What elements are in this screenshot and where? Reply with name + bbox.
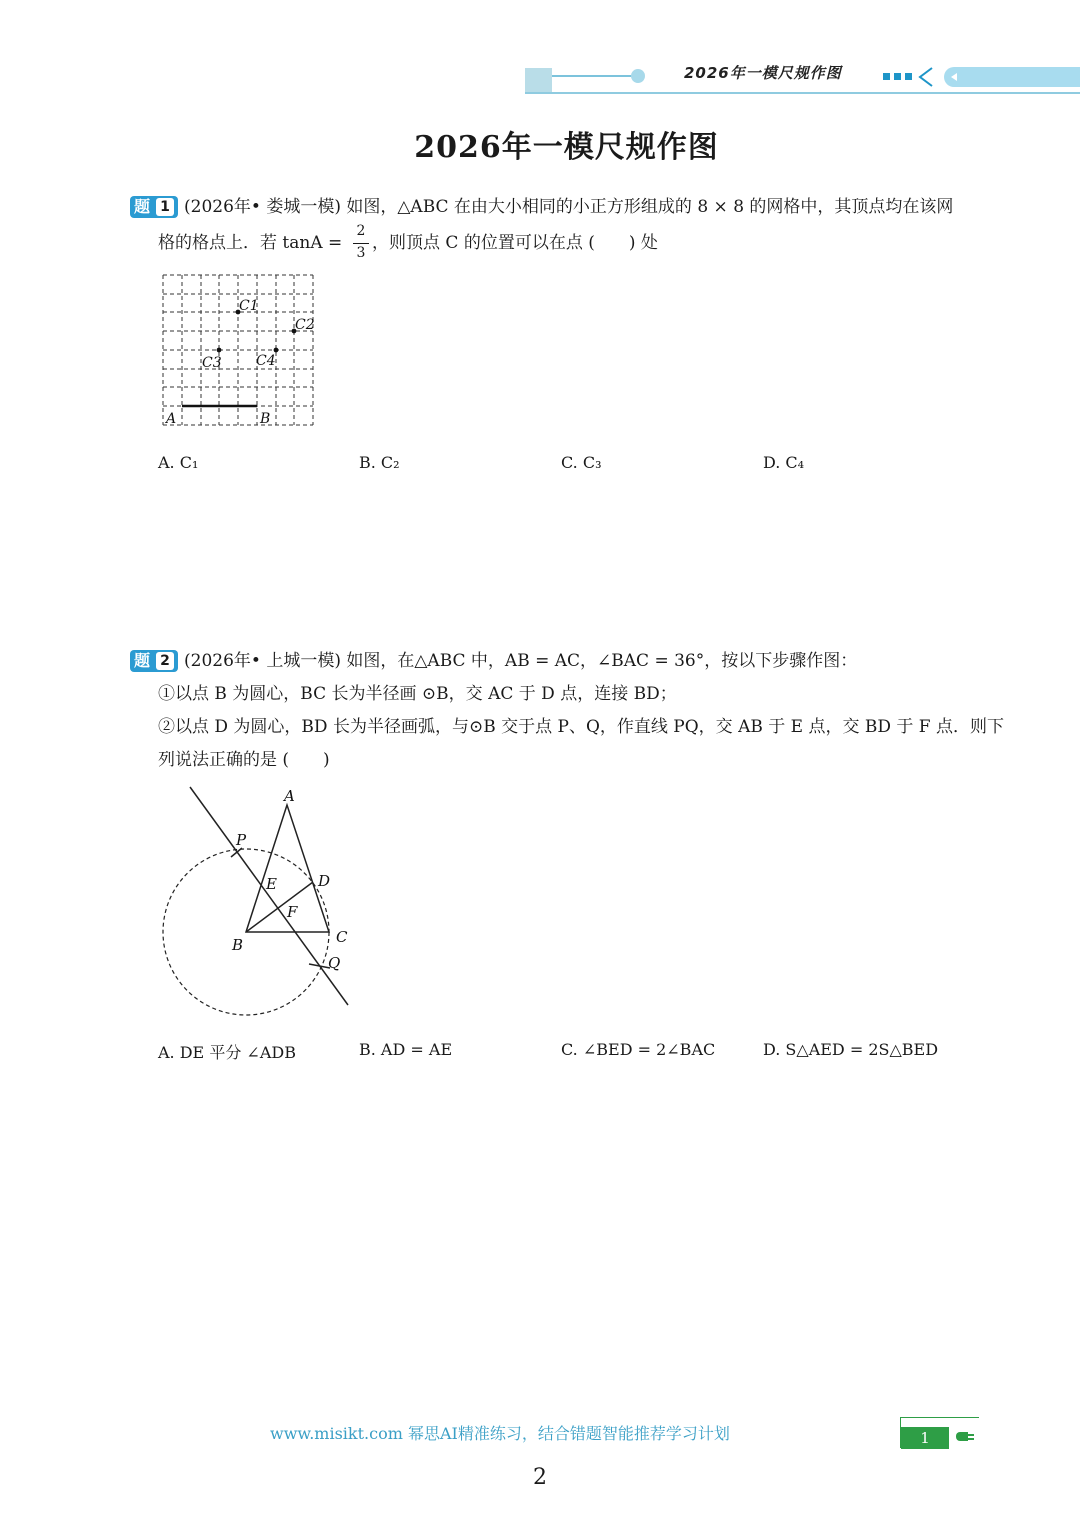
header-square-icon [883,73,890,80]
q2-text-line-1: (2026年• 上城一模) 如图，在△ABC 中，AB = AC，∠BAC = 36°，按以下步骤作图： [184,651,858,671]
label-c2: C2 [295,317,315,333]
option-c: C. ∠BED = 2∠BAC [561,1040,716,1059]
label-a: A [166,411,177,427]
option-a: A. DE 平分 ∠ADB [158,1043,296,1062]
q2-text-line-3: ②以点 D 为圆心，BD 长为半径画弧，与⊙B 交于点 P、Q，作直线 PQ，交 AB 于 E 点，交 BD 于 F 点．则下 [158,717,1004,737]
q2-text-line-2: ①以点 B 为圆心，BC 长为半径画 ⊙B，交 AC 于 D 点，连接 BD； [158,684,677,704]
header-decoration-line [552,75,634,77]
fraction-bar [353,243,369,244]
plug-icon-prong [967,1438,974,1440]
option-c: C. C₃ [561,453,602,472]
q2-text-line-4: 列说法正确的是 ( ) [158,750,330,770]
label-b: B [260,411,271,427]
q1-grid-figure [150,265,330,435]
option-b: B. AD = AE [359,1040,453,1059]
q1-text-line-1: (2026年• 娄城一模) 如图，△ABC 在由大小相同的小正方形组成的 8 × 8 的网格中，其顶点均在该网 [184,197,954,217]
q2-construction-figure [150,780,370,1020]
option-d: D. C₄ [763,453,805,472]
label-a: A [284,787,295,805]
label-d: D [318,872,331,890]
header-square-icon [894,73,901,80]
header-decoration-block [525,68,552,92]
header-decoration-dot [631,69,645,83]
point-c3 [217,348,222,353]
header-underline [525,92,1080,94]
question-badge-number: 1 [156,198,174,216]
option-d: D. S△AED = 2S△BED [763,1040,939,1059]
label-p: P [236,831,247,849]
point-c4 [274,348,279,353]
option-b: B. C₂ [359,453,400,472]
footer-promo-link[interactable]: www.misikt.com 幂思AI精准练习，结合错题智能推荐学习计划 [270,1424,730,1443]
option-a: A. C₁ [158,453,199,472]
page-title: 2026年一模尺规作图 [414,130,719,165]
label-c1: C1 [239,298,259,314]
question-badge-number: 2 [156,652,174,670]
header-square-icon [905,73,912,80]
footer-tab-number: 1 [901,1427,949,1449]
q1-text-line-2-end: ，则顶点 C 的位置可以在点 ( ) 处 [372,233,658,253]
label-q: Q [328,954,341,972]
line-pq [190,787,348,1005]
fraction-denominator: 3 [356,245,366,261]
label-c3: C3 [202,355,222,371]
question-badge [130,196,178,218]
segment-bd [246,882,313,932]
page-number: 2 [533,1465,547,1490]
plug-icon-prong [967,1434,974,1436]
label-e: E [266,875,277,893]
q1-text-line-2-start: 格的格点上．若 tanA = [158,233,343,253]
fraction-numerator: 2 [356,223,366,239]
chevron-left-icon [916,66,936,88]
running-title: 2026年一模尺规作图 [684,64,842,82]
label-c4: C4 [256,353,276,369]
label-c: C [336,928,348,946]
header-tab-bar [944,67,1080,87]
question-badge-label: 题 [134,651,151,670]
question-badge-label: 题 [134,197,151,216]
question-badge [130,650,178,672]
label-b: B [232,936,244,954]
triangle-left-icon [951,73,957,81]
label-f: F [287,903,298,921]
